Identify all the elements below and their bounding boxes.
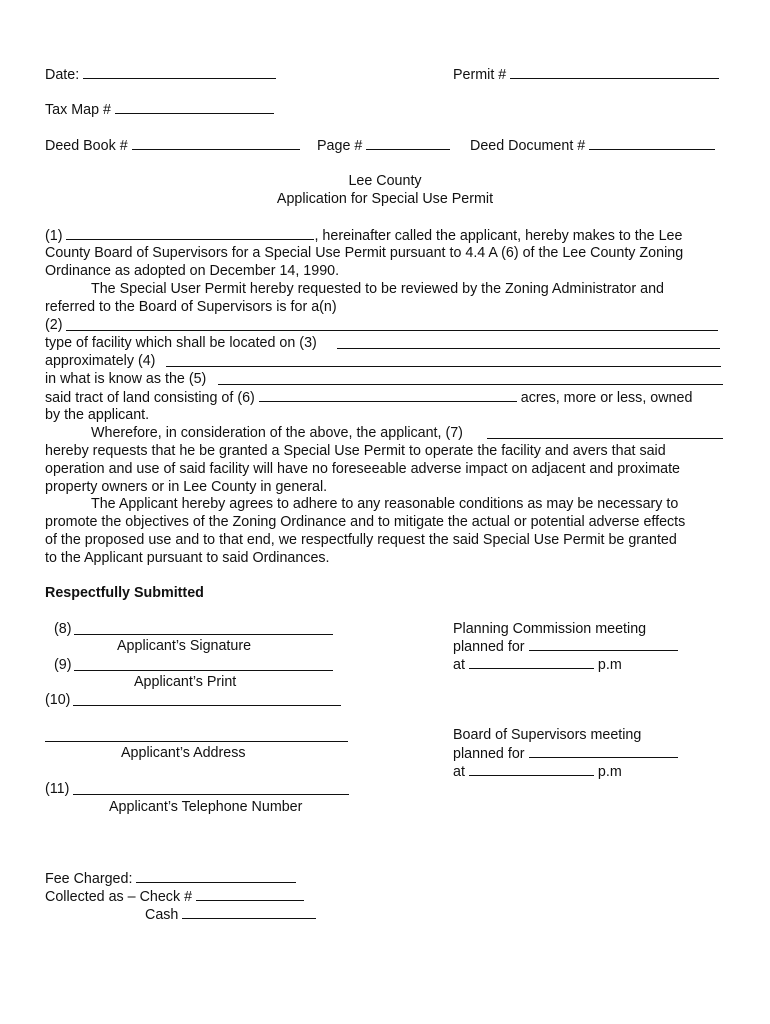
address-line-1-blank[interactable] xyxy=(73,704,341,706)
item-10-label: (10) xyxy=(45,692,71,708)
bos-at-label: at xyxy=(453,764,465,780)
county-title: Lee County xyxy=(348,173,422,189)
taxmap-blank[interactable] xyxy=(115,100,274,114)
item-11-label: (11) xyxy=(45,781,70,797)
deedbook-field[interactable] xyxy=(45,136,300,155)
fee-field[interactable] xyxy=(45,869,296,888)
body-text: referred to the Board of Supervisors is for a(n) xyxy=(45,299,337,315)
body-text: acres, more or less, owned xyxy=(520,390,693,406)
address-caption: Applicant’s Address xyxy=(121,745,246,761)
date-label: Date: xyxy=(45,67,80,83)
bos-time-blank[interactable] xyxy=(469,762,594,776)
signature-caption: Applicant’s Signature xyxy=(117,638,252,654)
page-label: Page # xyxy=(317,138,363,154)
check-field[interactable] xyxy=(45,887,304,906)
item-3-label: type of facility which shall be located on (3) xyxy=(45,335,317,351)
cash-blank[interactable] xyxy=(182,905,316,919)
signature-blank[interactable] xyxy=(74,633,333,635)
print-blank[interactable] xyxy=(74,669,333,671)
item-4-label: approximately (4) xyxy=(45,353,156,369)
body-text: of the proposed use and to that end, we respectfully request the said Special Use Permit be granted xyxy=(45,532,677,548)
bos-meeting-title: Board of Supervisors meeting xyxy=(453,727,642,743)
item-1-label: (1) xyxy=(45,228,63,244)
form-title: Application for Special Use Permit xyxy=(276,191,494,207)
item-5-label: in what is know as the (5) xyxy=(45,371,207,387)
fee-blank[interactable] xyxy=(136,869,296,883)
acreage-blank[interactable] xyxy=(259,388,517,402)
item-6-label: said tract of land consisting of (6) xyxy=(45,390,255,406)
cash-label: Cash xyxy=(145,907,179,923)
cash-field[interactable] xyxy=(145,905,316,924)
body-text: The Applicant hereby agrees to adhere to any reasonable conditions as may be necessary to xyxy=(91,496,679,512)
page-field[interactable] xyxy=(317,136,450,155)
deeddoc-field[interactable] xyxy=(470,136,715,155)
permit-field[interactable] xyxy=(453,65,719,84)
check-label: Collected as – Check # xyxy=(45,889,193,905)
approximately-blank[interactable] xyxy=(166,365,721,367)
pc-date-blank[interactable] xyxy=(529,637,678,651)
applicant-name-blank[interactable] xyxy=(66,226,314,240)
body-text: Ordinance as adopted on December 14, 1990. xyxy=(45,263,340,279)
permit-blank[interactable] xyxy=(510,65,719,79)
item-8-label: (8) xyxy=(54,621,72,637)
bos-planned-label: planned for xyxy=(453,746,525,762)
pc-planned-label: planned for xyxy=(453,639,525,655)
phone-caption: Applicant’s Telephone Number xyxy=(109,799,303,815)
pc-at-label: at xyxy=(453,657,465,673)
page-blank[interactable] xyxy=(366,136,450,150)
body-text: The Special User Permit hereby requested to be reviewed by the Zoning Administrator and xyxy=(91,281,664,297)
known-as-blank[interactable] xyxy=(218,383,723,385)
pc-pm-label: p.m xyxy=(597,657,622,673)
body-text: hereby requests that he be granted a Special Use Permit to operate the facility and avers that said xyxy=(45,443,666,459)
item-7-label: Wherefore, in consideration of the above, the applicant, (7) xyxy=(91,425,463,441)
acreage-line[interactable] xyxy=(45,388,692,407)
pc-time-field[interactable] xyxy=(453,655,622,674)
deeddoc-blank[interactable] xyxy=(589,136,715,150)
item-2-label: (2) xyxy=(45,317,63,333)
address-line-2-blank[interactable] xyxy=(45,740,348,742)
check-blank[interactable] xyxy=(196,887,304,901)
body-text: County Board of Supervisors for a Special Use Permit pursuant to 4.4 A (6) of the Lee County Zoning xyxy=(45,245,684,261)
taxmap-field[interactable] xyxy=(45,100,274,119)
pc-time-blank[interactable] xyxy=(469,655,594,669)
deeddoc-label: Deed Document # xyxy=(470,138,586,154)
applicant-7-blank[interactable] xyxy=(487,437,723,439)
body-text: , hereinafter called the applicant, hereby makes to the Lee xyxy=(314,228,683,244)
phone-blank[interactable] xyxy=(73,793,349,795)
body-text: to the Applicant pursuant to said Ordinances. xyxy=(45,550,330,566)
bos-pm-label: p.m xyxy=(597,764,622,780)
date-field[interactable] xyxy=(45,65,276,84)
bos-date-blank[interactable] xyxy=(529,744,678,758)
pc-planned-field[interactable] xyxy=(453,637,678,656)
location-blank[interactable] xyxy=(337,347,720,349)
pc-meeting-title: Planning Commission meeting xyxy=(453,621,647,637)
bos-time-field[interactable] xyxy=(453,762,622,781)
item-9-label: (9) xyxy=(54,657,72,673)
taxmap-label: Tax Map # xyxy=(45,102,111,118)
facility-type-blank[interactable] xyxy=(66,329,718,331)
deedbook-blank[interactable] xyxy=(132,136,300,150)
submitted-heading: Respectfully Submitted xyxy=(45,585,204,601)
body-text: property owners or in Lee County in general. xyxy=(45,479,328,495)
bos-planned-field[interactable] xyxy=(453,744,678,763)
date-blank[interactable] xyxy=(83,65,276,79)
body-text: promote the objectives of the Zoning Ordinance and to mitigate the actual or potential adverse effects xyxy=(45,514,686,530)
body-text: by the applicant. xyxy=(45,407,150,423)
deedbook-label: Deed Book # xyxy=(45,138,128,154)
print-caption: Applicant’s Print xyxy=(134,674,237,690)
permit-label: Permit # xyxy=(453,67,507,83)
applicant-name-line[interactable] xyxy=(45,226,682,245)
body-text: operation and use of said facility will have no foreseeable adverse impact on adjacent and proximate xyxy=(45,461,681,477)
fee-label: Fee Charged: xyxy=(45,871,133,887)
